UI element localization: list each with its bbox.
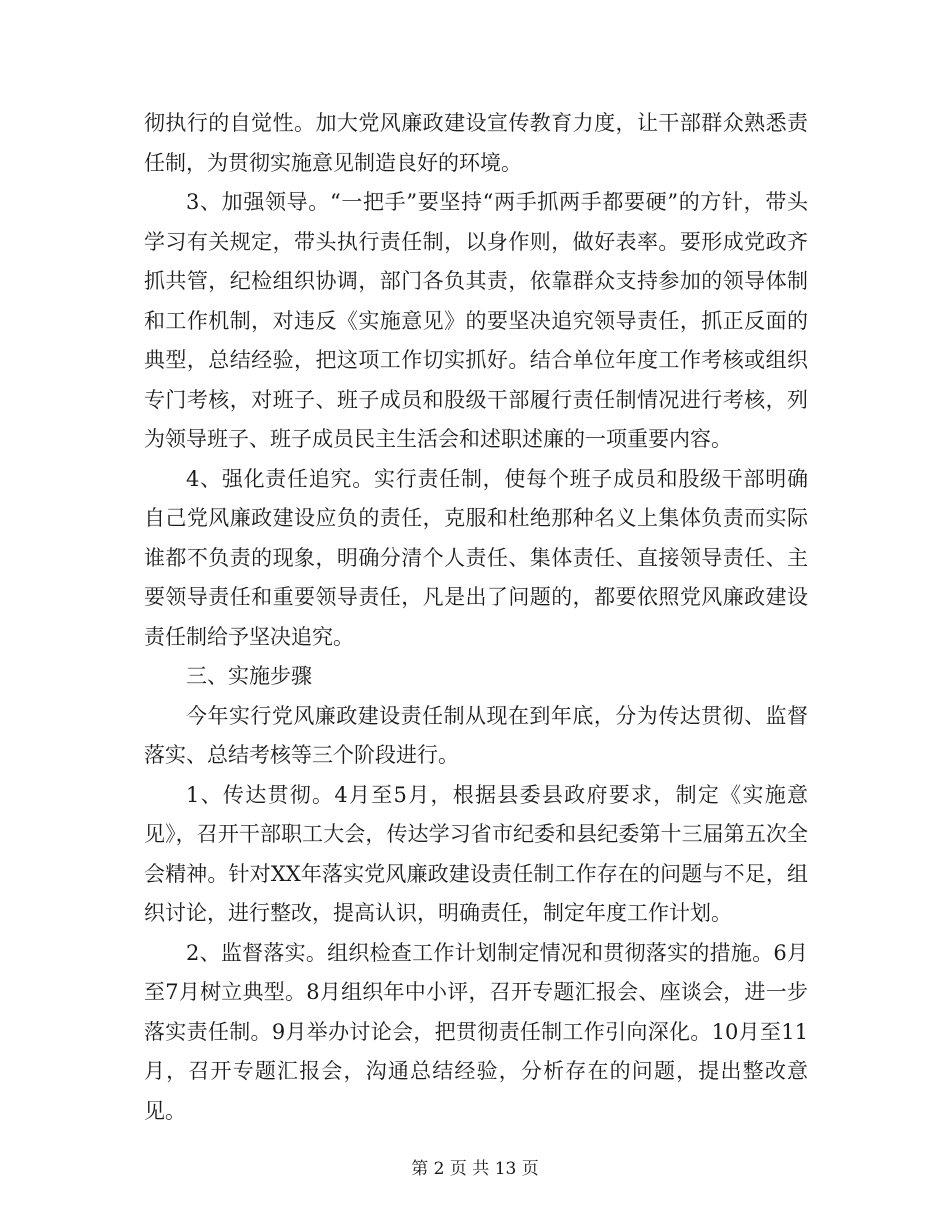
paragraph-continuation: 彻执行的自觉性。加大党风廉政建设宣传教育力度，让干部群众熟悉责任制，为贯彻实施意见制造良好的环境。 [144, 111, 808, 175]
section-heading-implementation-steps: 三、实施步骤 [186, 664, 312, 688]
paragraph-accountability: 4、强化责任追究。实行责任制，使每个班子成员和股级干部明确自己党风廉政建设应负的责任，克服和杜绝那种名义上集体负责而实际谁都不负责的现象，明确分清个人责任、集体责任、直接领导责任、主要领导责任和重要领导责任，凡是出了问题的，都要依照党风廉政建设责任制给予坚决追究。 [144, 466, 808, 649]
paragraph-stages-overview: 今年实行党风廉政建设责任制从现在到年底，分为传达贯彻、监督落实、总结考核等三个阶段进行。 [144, 703, 808, 767]
paragraph-stage-convey: 1、传达贯彻。4月至5月，根据县委县政府要求，制定《实施意见》，召开干部职工大会，传达学习省市纪委和县纪委第十三届第五次全会精神。针对XX年落实党风廉政建设责任制工作存在的问题与不足，组织讨论，进行整改，提高认识，明确责任，制定年度工作计划。 [144, 782, 808, 925]
paragraph-strengthen-leadership: 3、加强领导。“一把手”要坚持“两手抓两手都要硬”的方针，带头学习有关规定，带头执行责任制，以身作则，做好表率。要形成党政齐抓共管，纪检组织协调，部门各负其责，依靠群众支持参加的领导体制和工作机制，对违反《实施意见》的要坚决追究领导责任，抓正反面的典型，总结经验，把这项工作切实抓好。结合单位年度工作考核或组织专门考核，对班子、班子成员和股级干部履行责任制情况进行考核，列为领导班子、班子成员民主生活会和述职述廉的一项重要内容。 [144, 190, 808, 451]
paragraph-stage-supervise: 2、监督落实。组织检查工作计划制定情况和贯彻落实的措施。6月至7月树立典型。8月组织年中小评，召开专题汇报会、座谈会，进一步落实责任制。9月举办讨论会，把贯彻责任制工作引向深化。10月至11月，召开专题汇报会，沟通总结经验，分析存在的问题，提出整改意见。 [144, 940, 808, 1123]
page-footer: 第 2 页 共 13 页 [411, 1159, 539, 1179]
document-body [144, 104, 808, 1131]
